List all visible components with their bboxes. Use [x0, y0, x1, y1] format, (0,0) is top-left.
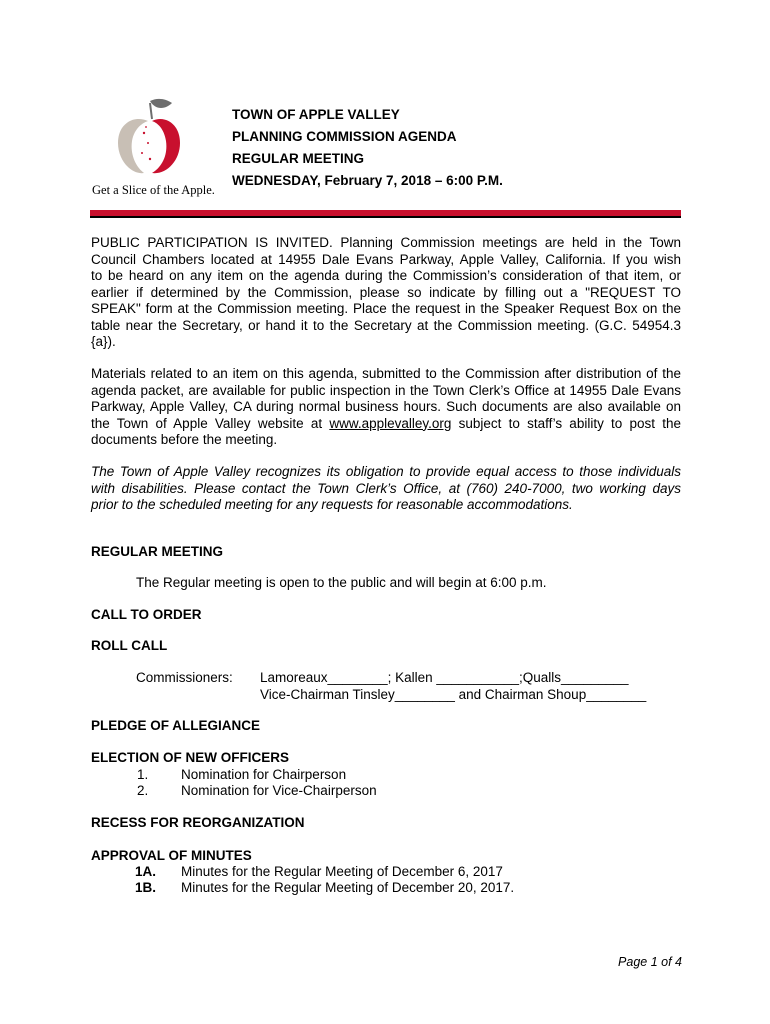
website-link[interactable]: www.applevalley.org: [329, 415, 452, 431]
paragraph-line: Parkway, Apple Valley, CA during normal business hours. Such documents are also available on: [91, 399, 681, 414]
call-to-order-heading: CALL TO ORDER: [91, 607, 202, 622]
commissioners-line-2: Vice-Chairman Tinsley________ and Chairman Shoup________: [260, 687, 647, 702]
paragraph-line: to be heard on any item on the agenda during the Commission’s consideration of that item, or: [91, 268, 681, 283]
header-agenda-title: PLANNING COMMISSION AGENDA: [232, 129, 457, 144]
election-heading: ELECTION OF NEW OFFICERS: [91, 750, 289, 765]
minutes-item-text: Minutes for the Regular Meeting of December 20, 2017.: [181, 880, 515, 895]
election-item-number: 2.: [137, 783, 149, 798]
agenda-header: [232, 104, 503, 192]
paragraph-line: The Town of Apple Valley recognizes its obligation to provide equal access to those individuals: [91, 464, 681, 479]
paragraph-line: Materials related to an item on this agenda, submitted to the Commission after distribution of the: [91, 366, 681, 381]
paragraph-line: {a}).: [91, 334, 116, 349]
page-number: Page 1 of 4: [618, 955, 682, 969]
paragraph-line: agenda packet, are available for public inspection in the Town Clerk’s Office at 14955 Dale Evans: [91, 382, 681, 398]
logo-tagline: Get a Slice of the Apple.: [92, 183, 215, 197]
minutes-item-number: 1A.: [135, 864, 157, 879]
minutes-heading: APPROVAL OF MINUTES: [91, 848, 252, 863]
regular-meeting-heading: REGULAR MEETING: [91, 544, 224, 559]
materials-paragraph: [91, 366, 681, 449]
election-item-text: Nomination for Chairperson: [181, 767, 347, 782]
election-item-number: 1.: [137, 767, 149, 782]
election-item-text: Nomination for Vice-Chairperson: [181, 783, 377, 798]
commissioners-label: Commissioners:: [136, 670, 233, 685]
minutes-item-number: 1B.: [135, 880, 157, 895]
paragraph-line: Council Chambers located at 14955 Dale Evans Parkway, Apple Valley, California. If you wish: [91, 251, 681, 267]
recess-heading: RECESS FOR REORGANIZATION: [91, 815, 305, 830]
paragraph-line: with disabilities. Please contact the Town Clerk’s Office, at (760) 240-7000, two working days: [91, 480, 681, 496]
paragraph-line: PUBLIC PARTICIPATION IS INVITED. Planning Commission meetings are held in the Town: [91, 235, 681, 250]
roll-call-heading: ROLL CALL: [91, 638, 168, 653]
paragraph-line: prior to the scheduled meeting for any requests for reasonable accommodations.: [91, 497, 573, 512]
header-meeting-date: WEDNESDAY, February 7, 2018 – 6:00 P.M.: [232, 173, 503, 188]
paragraph-line: [91, 416, 681, 433]
public-participation-paragraph: [91, 235, 681, 351]
paragraph-line: earlier if determined by the Commission, please so indicate by filling out a "REQUEST TO: [91, 284, 681, 300]
paragraph-line: SPEAK" form at the Commission meeting. Place the request in the Speaker Request Box on the: [91, 301, 681, 316]
header-town-name: TOWN OF APPLE VALLEY: [232, 107, 400, 122]
header-divider: [90, 210, 681, 218]
commissioners-line-1: Lamoreaux________; Kallen ___________;Qualls_________: [260, 670, 629, 685]
paragraph-text: the Town of Apple Valley website at: [91, 415, 330, 431]
regular-meeting-text: The Regular meeting is open to the public and will begin at 6:00 p.m.: [136, 575, 547, 590]
accessibility-paragraph: [91, 464, 681, 514]
town-logo: [92, 97, 215, 205]
paragraph-line: table near the Secretary, or hand it to the Secretary at the Commission meeting. (G.C. 54954.3: [91, 317, 681, 333]
paragraph-line: documents before the meeting.: [91, 432, 278, 447]
pledge-heading: PLEDGE OF ALLEGIANCE: [91, 718, 261, 733]
paragraph-text: subject to staff’s ability to post the: [451, 415, 681, 431]
minutes-item-text: Minutes for the Regular Meeting of December 6, 2017: [181, 864, 503, 879]
apple-icon: [114, 97, 184, 177]
header-meeting-type: REGULAR MEETING: [232, 151, 365, 166]
